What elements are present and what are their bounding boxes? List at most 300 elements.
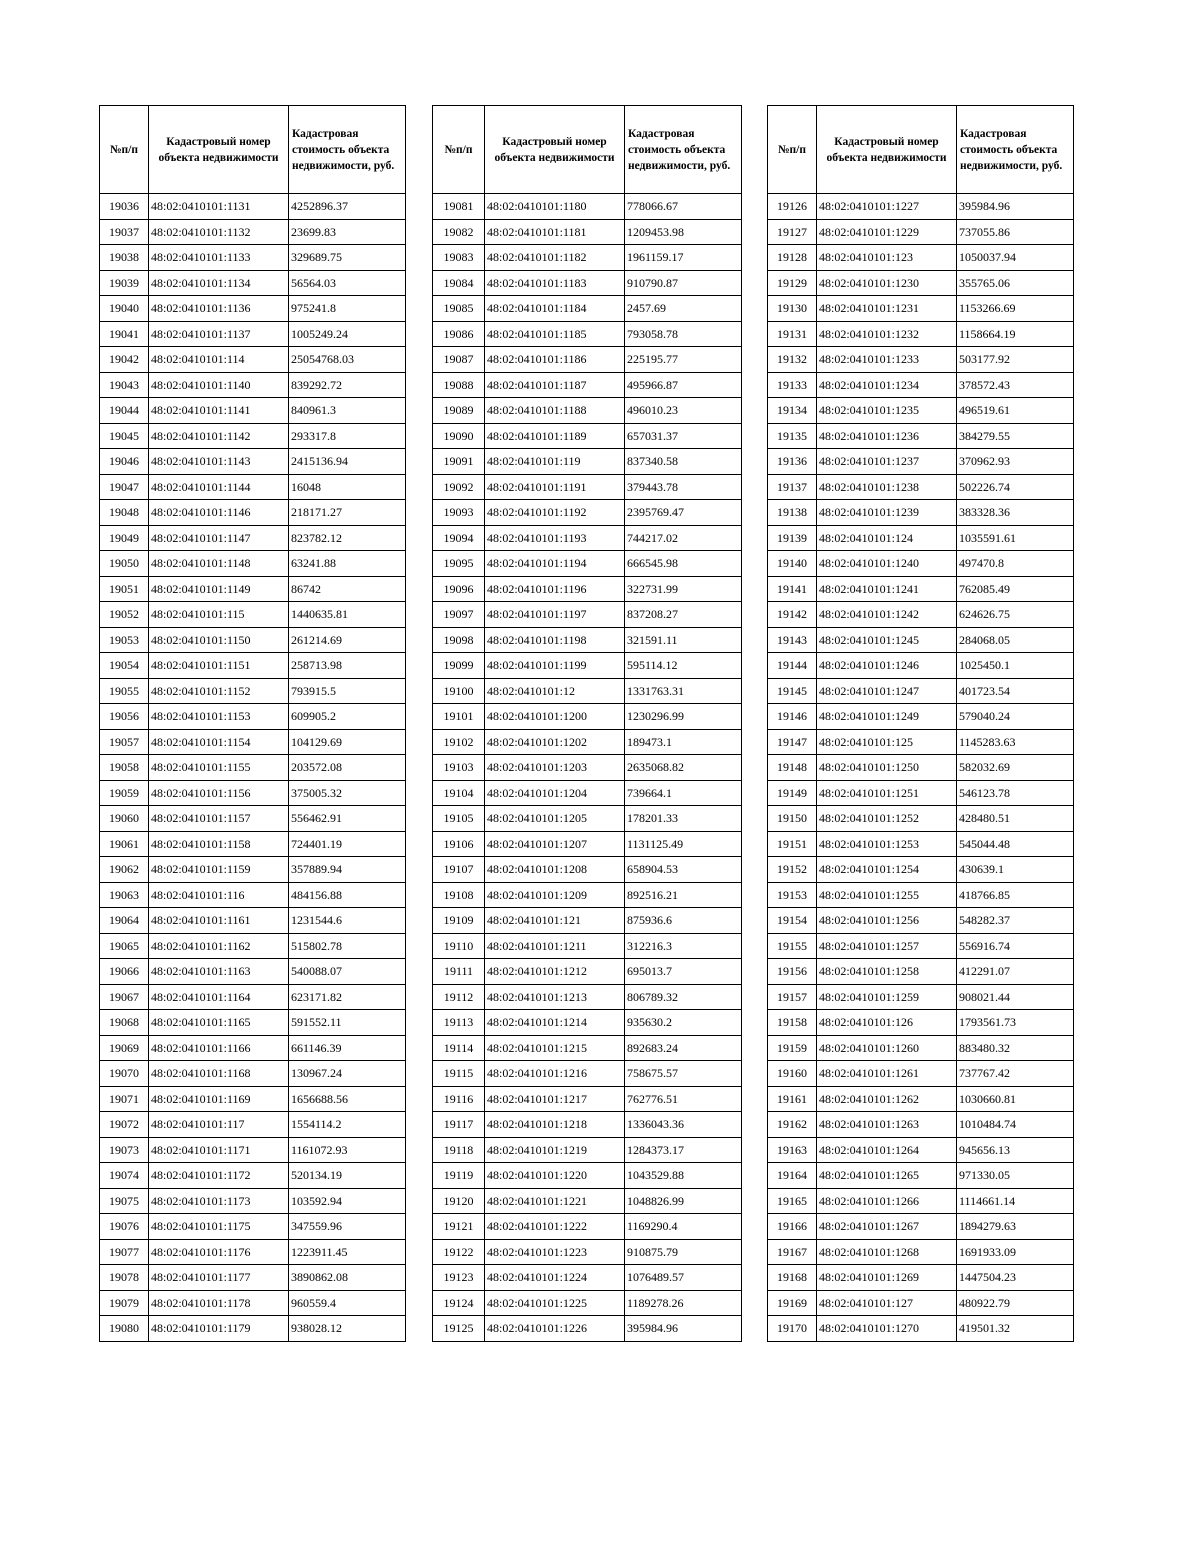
row-number: 19167 (768, 1239, 817, 1265)
table-row (433, 602, 742, 628)
table-row (100, 602, 406, 628)
cadastral-value: 1048826.99 (625, 1188, 742, 1214)
cadastral-number: 48:02:0410101:124 (817, 525, 957, 551)
cadastral-value: 384279.55 (957, 423, 1074, 449)
table-row (768, 245, 1074, 271)
cadastral-number: 48:02:0410101:1183 (485, 270, 625, 296)
row-number: 19051 (100, 576, 149, 602)
row-number: 19101 (433, 704, 485, 730)
table-row (100, 1239, 406, 1265)
row-number: 19111 (433, 959, 485, 985)
cadastral-number: 48:02:0410101:1161 (149, 908, 289, 934)
row-number: 19115 (433, 1061, 485, 1087)
cadastral-value: 503177.92 (957, 347, 1074, 373)
cadastral-number: 48:02:0410101:1140 (149, 372, 289, 398)
header-number: №п/п (433, 106, 485, 194)
cadastral-value: 25054768.03 (289, 347, 406, 373)
cadastral-number: 48:02:0410101:1208 (485, 857, 625, 883)
row-number: 19142 (768, 602, 817, 628)
row-number: 19099 (433, 653, 485, 679)
cadastral-value: 321591.11 (625, 627, 742, 653)
header-cadastral-number: Кадастровый номер объекта недвижимости (485, 106, 625, 194)
cadastral-number: 48:02:0410101:1134 (149, 270, 289, 296)
cadastral-value: 1114661.14 (957, 1188, 1074, 1214)
cadastral-number: 48:02:0410101:1261 (817, 1061, 957, 1087)
cadastral-value: 203572.08 (289, 755, 406, 781)
cadastral-value: 910875.79 (625, 1239, 742, 1265)
cadastral-number: 48:02:0410101:1164 (149, 984, 289, 1010)
cadastral-number: 48:02:0410101:1156 (149, 780, 289, 806)
cadastral-number: 48:02:0410101:12 (485, 678, 625, 704)
cadastral-value: 4252896.37 (289, 194, 406, 220)
cadastral-number: 48:02:0410101:1265 (817, 1163, 957, 1189)
table-row (100, 831, 406, 857)
table-row (433, 525, 742, 551)
row-number: 19136 (768, 449, 817, 475)
table-row (433, 1290, 742, 1316)
table-row (100, 1265, 406, 1291)
cadastral-value: 375005.32 (289, 780, 406, 806)
table-row (768, 398, 1074, 424)
table-row (100, 653, 406, 679)
row-number: 19153 (768, 882, 817, 908)
row-number: 19133 (768, 372, 817, 398)
table-row (433, 1010, 742, 1036)
cadastral-value: 1961159.17 (625, 245, 742, 271)
table-row (768, 1163, 1074, 1189)
row-number: 19131 (768, 321, 817, 347)
table-row (768, 1061, 1074, 1087)
row-number: 19118 (433, 1137, 485, 1163)
cadastral-number: 48:02:0410101:116 (149, 882, 289, 908)
row-number: 19096 (433, 576, 485, 602)
cadastral-number: 48:02:0410101:1199 (485, 653, 625, 679)
cadastral-value: 744217.02 (625, 525, 742, 551)
table-row (100, 372, 406, 398)
cadastral-number: 48:02:0410101:1212 (485, 959, 625, 985)
row-number: 19092 (433, 474, 485, 500)
table-header (100, 106, 406, 194)
cadastral-number: 48:02:0410101:1154 (149, 729, 289, 755)
cadastral-value: 762085.49 (957, 576, 1074, 602)
cadastral-value: 1025450.1 (957, 653, 1074, 679)
row-number: 19049 (100, 525, 149, 551)
cadastral-value: 806789.32 (625, 984, 742, 1010)
cadastral-number: 48:02:0410101:1148 (149, 551, 289, 577)
cadastral-number: 48:02:0410101:1165 (149, 1010, 289, 1036)
table-row (100, 1316, 406, 1342)
cadastral-value: 418766.85 (957, 882, 1074, 908)
cadastral-number: 48:02:0410101:1187 (485, 372, 625, 398)
cadastral-value: 793915.5 (289, 678, 406, 704)
table-row (100, 882, 406, 908)
row-number: 19082 (433, 219, 485, 245)
cadastral-value: 16048 (289, 474, 406, 500)
row-number: 19156 (768, 959, 817, 985)
cadastral-value: 1153266.69 (957, 296, 1074, 322)
table-row (768, 474, 1074, 500)
cadastral-value: 258713.98 (289, 653, 406, 679)
cadastral-number: 48:02:0410101:1238 (817, 474, 957, 500)
table-row (100, 321, 406, 347)
cadastral-number: 48:02:0410101:1231 (817, 296, 957, 322)
header-row (433, 106, 742, 194)
cadastral-value: 1010484.74 (957, 1112, 1074, 1138)
cadastral-value: 837340.58 (625, 449, 742, 475)
row-number: 19040 (100, 296, 149, 322)
cadastral-number: 48:02:0410101:1269 (817, 1265, 957, 1291)
table-row (100, 270, 406, 296)
table-row (433, 627, 742, 653)
row-number: 19113 (433, 1010, 485, 1036)
table-row (768, 372, 1074, 398)
table-row (433, 398, 742, 424)
row-number: 19109 (433, 908, 485, 934)
cadastral-value: 430639.1 (957, 857, 1074, 883)
row-number: 19047 (100, 474, 149, 500)
table-row (100, 780, 406, 806)
table-row (433, 270, 742, 296)
row-number: 19085 (433, 296, 485, 322)
cadastral-number: 48:02:0410101:1137 (149, 321, 289, 347)
cadastral-number: 48:02:0410101:1169 (149, 1086, 289, 1112)
table-row (433, 194, 742, 220)
row-number: 19160 (768, 1061, 817, 1087)
cadastral-number: 48:02:0410101:1259 (817, 984, 957, 1010)
table-row (100, 1214, 406, 1240)
cadastral-value: 1231544.6 (289, 908, 406, 934)
row-number: 19138 (768, 500, 817, 526)
cadastral-value: 495966.87 (625, 372, 742, 398)
cadastral-value: 370962.93 (957, 449, 1074, 475)
row-number: 19112 (433, 984, 485, 1010)
row-number: 19102 (433, 729, 485, 755)
table-row (768, 1239, 1074, 1265)
row-number: 19124 (433, 1290, 485, 1316)
table-row (433, 296, 742, 322)
table-row (100, 474, 406, 500)
table-row (768, 296, 1074, 322)
cadastral-value: 545044.48 (957, 831, 1074, 857)
cadastral-number: 48:02:0410101:1258 (817, 959, 957, 985)
row-number: 19041 (100, 321, 149, 347)
row-number: 19129 (768, 270, 817, 296)
row-number: 19134 (768, 398, 817, 424)
row-number: 19154 (768, 908, 817, 934)
cadastral-value: 284068.05 (957, 627, 1074, 653)
table-row (768, 984, 1074, 1010)
table-row (100, 729, 406, 755)
cadastral-value: 1158664.19 (957, 321, 1074, 347)
row-number: 19064 (100, 908, 149, 934)
cadastral-number: 48:02:0410101:1241 (817, 576, 957, 602)
row-number: 19073 (100, 1137, 149, 1163)
cadastral-value: 892683.24 (625, 1035, 742, 1061)
table-row (768, 1290, 1074, 1316)
header-row (768, 106, 1074, 194)
row-number: 19077 (100, 1239, 149, 1265)
table-row (768, 882, 1074, 908)
table-row (768, 270, 1074, 296)
cadastral-value: 945656.13 (957, 1137, 1074, 1163)
row-number: 19104 (433, 780, 485, 806)
cadastral-value: 591552.11 (289, 1010, 406, 1036)
cadastral-number: 48:02:0410101:1131 (149, 194, 289, 220)
cadastral-number: 48:02:0410101:1149 (149, 576, 289, 602)
row-number: 19116 (433, 1086, 485, 1112)
cadastral-value: 104129.69 (289, 729, 406, 755)
table-row (100, 194, 406, 220)
cadastral-value: 1440635.81 (289, 602, 406, 628)
cadastral-number: 48:02:0410101:1184 (485, 296, 625, 322)
cadastral-value: 1161072.93 (289, 1137, 406, 1163)
row-number: 19061 (100, 831, 149, 857)
header-cadastral-number: Кадастровый номер объекта недвижимости (149, 106, 289, 194)
cadastral-number: 48:02:0410101:1150 (149, 627, 289, 653)
row-number: 19038 (100, 245, 149, 271)
row-number: 19065 (100, 933, 149, 959)
cadastral-value: 130967.24 (289, 1061, 406, 1087)
table-row (768, 602, 1074, 628)
cadastral-number: 48:02:0410101:1257 (817, 933, 957, 959)
cadastral-value: 2415136.94 (289, 449, 406, 475)
cadastral-value: 178201.33 (625, 806, 742, 832)
row-number: 19146 (768, 704, 817, 730)
cadastral-number: 48:02:0410101:1223 (485, 1239, 625, 1265)
table-row (433, 1188, 742, 1214)
row-number: 19083 (433, 245, 485, 271)
row-number: 19054 (100, 653, 149, 679)
cadastral-value: 1336043.36 (625, 1112, 742, 1138)
row-number: 19078 (100, 1265, 149, 1291)
cadastral-number: 48:02:0410101:1239 (817, 500, 957, 526)
table-row (433, 729, 742, 755)
cadastral-value: 1331763.31 (625, 678, 742, 704)
row-number: 19060 (100, 806, 149, 832)
table-row (433, 347, 742, 373)
table-row (433, 551, 742, 577)
cadastral-value: 1209453.98 (625, 219, 742, 245)
row-number: 19141 (768, 576, 817, 602)
cadastral-value: 546123.78 (957, 780, 1074, 806)
table-row (100, 933, 406, 959)
row-number: 19158 (768, 1010, 817, 1036)
row-number: 19149 (768, 780, 817, 806)
table-body (768, 194, 1074, 1342)
header-row (100, 106, 406, 194)
row-number: 19125 (433, 1316, 485, 1342)
table-row (768, 933, 1074, 959)
cadastral-value: 1005249.24 (289, 321, 406, 347)
row-number: 19100 (433, 678, 485, 704)
cadastral-number: 48:02:0410101:1226 (485, 1316, 625, 1342)
cadastral-value: 840961.3 (289, 398, 406, 424)
row-number: 19074 (100, 1163, 149, 1189)
cadastral-value: 322731.99 (625, 576, 742, 602)
cadastral-number: 48:02:0410101:1153 (149, 704, 289, 730)
row-number: 19139 (768, 525, 817, 551)
row-number: 19079 (100, 1290, 149, 1316)
row-number: 19052 (100, 602, 149, 628)
cadastral-value: 1189278.26 (625, 1290, 742, 1316)
cadastral-value: 823782.12 (289, 525, 406, 551)
cadastral-number: 48:02:0410101:1245 (817, 627, 957, 653)
cadastral-value: 724401.19 (289, 831, 406, 857)
table-row (433, 474, 742, 500)
header-cadastral-value: Кадастровая стоимость объекта недвижимости, руб. (957, 106, 1074, 194)
cadastral-number: 48:02:0410101:1230 (817, 270, 957, 296)
cadastral-number: 48:02:0410101:1141 (149, 398, 289, 424)
cadastral-value: 582032.69 (957, 755, 1074, 781)
cadastral-number: 48:02:0410101:1218 (485, 1112, 625, 1138)
table-row (768, 1035, 1074, 1061)
table-row (100, 1086, 406, 1112)
cadastral-number: 48:02:0410101:1225 (485, 1290, 625, 1316)
row-number: 19150 (768, 806, 817, 832)
table-row (768, 1188, 1074, 1214)
table-row (100, 500, 406, 526)
header-number: №п/п (100, 106, 149, 194)
cadastral-value: 975241.8 (289, 296, 406, 322)
table-row (100, 1163, 406, 1189)
row-number: 19169 (768, 1290, 817, 1316)
cadastral-number: 48:02:0410101:1236 (817, 423, 957, 449)
row-number: 19042 (100, 347, 149, 373)
table-row (100, 959, 406, 985)
cadastral-value: 1691933.09 (957, 1239, 1074, 1265)
table-row (768, 576, 1074, 602)
cadastral-number: 48:02:0410101:1205 (485, 806, 625, 832)
cadastral-value: 496519.61 (957, 398, 1074, 424)
cadastral-number: 48:02:0410101:1152 (149, 678, 289, 704)
cadastral-number: 48:02:0410101:1247 (817, 678, 957, 704)
cadastral-number: 48:02:0410101:1221 (485, 1188, 625, 1214)
cadastral-value: 579040.24 (957, 704, 1074, 730)
cadastral-number: 48:02:0410101:1254 (817, 857, 957, 883)
row-number: 19143 (768, 627, 817, 653)
table-row (768, 653, 1074, 679)
cadastral-value: 401723.54 (957, 678, 1074, 704)
row-number: 19043 (100, 372, 149, 398)
cadastral-number: 48:02:0410101:1251 (817, 780, 957, 806)
table-row (768, 704, 1074, 730)
cadastral-number: 48:02:0410101:1267 (817, 1214, 957, 1240)
row-number: 19098 (433, 627, 485, 653)
cadastral-value: 1656688.56 (289, 1086, 406, 1112)
cadastral-value: 419501.32 (957, 1316, 1074, 1342)
table-row (100, 245, 406, 271)
cadastral-value: 86742 (289, 576, 406, 602)
table-row (768, 500, 1074, 526)
cadastral-value: 347559.96 (289, 1214, 406, 1240)
cadastral-value: 312216.3 (625, 933, 742, 959)
cadastral-value: 1131125.49 (625, 831, 742, 857)
cadastral-number: 48:02:0410101:1237 (817, 449, 957, 475)
cadastral-value: 739664.1 (625, 780, 742, 806)
cadastral-value: 189473.1 (625, 729, 742, 755)
cadastral-value: 480922.79 (957, 1290, 1074, 1316)
cadastral-value: 379443.78 (625, 474, 742, 500)
row-number: 19130 (768, 296, 817, 322)
row-number: 19103 (433, 755, 485, 781)
cadastral-number: 48:02:0410101:1146 (149, 500, 289, 526)
row-number: 19081 (433, 194, 485, 220)
cadastral-number: 48:02:0410101:1222 (485, 1214, 625, 1240)
row-number: 19087 (433, 347, 485, 373)
cadastral-value: 383328.36 (957, 500, 1074, 526)
cadastral-number: 48:02:0410101:121 (485, 908, 625, 934)
cadastral-number: 48:02:0410101:1203 (485, 755, 625, 781)
cadastral-number: 48:02:0410101:1178 (149, 1290, 289, 1316)
row-number: 19123 (433, 1265, 485, 1291)
cadastral-value: 695013.7 (625, 959, 742, 985)
cadastral-number: 48:02:0410101:1166 (149, 1035, 289, 1061)
cadastral-number: 48:02:0410101:1159 (149, 857, 289, 883)
table-header (433, 106, 742, 194)
table-row (100, 1112, 406, 1138)
cadastral-number: 48:02:0410101:1220 (485, 1163, 625, 1189)
cadastral-value: 658904.53 (625, 857, 742, 883)
cadastral-number: 48:02:0410101:1256 (817, 908, 957, 934)
row-number: 19055 (100, 678, 149, 704)
cadastral-number: 48:02:0410101:1136 (149, 296, 289, 322)
table-row (768, 678, 1074, 704)
cadastral-value: 1284373.17 (625, 1137, 742, 1163)
cadastral-value: 357889.94 (289, 857, 406, 883)
table-row (768, 908, 1074, 934)
cadastral-number: 48:02:0410101:1266 (817, 1188, 957, 1214)
table-row (433, 933, 742, 959)
cadastral-value: 1043529.88 (625, 1163, 742, 1189)
row-number: 19126 (768, 194, 817, 220)
row-number: 19068 (100, 1010, 149, 1036)
cadastral-number: 48:02:0410101:1216 (485, 1061, 625, 1087)
cadastral-value: 908021.44 (957, 984, 1074, 1010)
cadastral-value: 520134.19 (289, 1163, 406, 1189)
cadastral-number: 48:02:0410101:1260 (817, 1035, 957, 1061)
cadastral-number: 48:02:0410101:1200 (485, 704, 625, 730)
row-number: 19161 (768, 1086, 817, 1112)
cadastral-value: 875936.6 (625, 908, 742, 934)
cadastral-value: 496010.23 (625, 398, 742, 424)
table-row (433, 857, 742, 883)
table-row (768, 1010, 1074, 1036)
cadastral-value: 1145283.63 (957, 729, 1074, 755)
cadastral-number: 48:02:0410101:1252 (817, 806, 957, 832)
cadastral-value: 609905.2 (289, 704, 406, 730)
table-row (100, 1137, 406, 1163)
cadastral-number: 48:02:0410101:1191 (485, 474, 625, 500)
row-number: 19094 (433, 525, 485, 551)
cadastral-value: 355765.06 (957, 270, 1074, 296)
cadastral-table-3 (767, 105, 1074, 1342)
table-row (768, 194, 1074, 220)
table-row (768, 551, 1074, 577)
cadastral-number: 48:02:0410101:1227 (817, 194, 957, 220)
table-row (100, 525, 406, 551)
row-number: 19036 (100, 194, 149, 220)
table-row (768, 449, 1074, 475)
cadastral-number: 48:02:0410101:1232 (817, 321, 957, 347)
cadastral-number: 48:02:0410101:1173 (149, 1188, 289, 1214)
row-number: 19119 (433, 1163, 485, 1189)
row-number: 19163 (768, 1137, 817, 1163)
cadastral-value: 1447504.23 (957, 1265, 1074, 1291)
cadastral-value: 293317.8 (289, 423, 406, 449)
table-row (768, 1112, 1074, 1138)
row-number: 19108 (433, 882, 485, 908)
cadastral-value: 395984.96 (625, 1316, 742, 1342)
